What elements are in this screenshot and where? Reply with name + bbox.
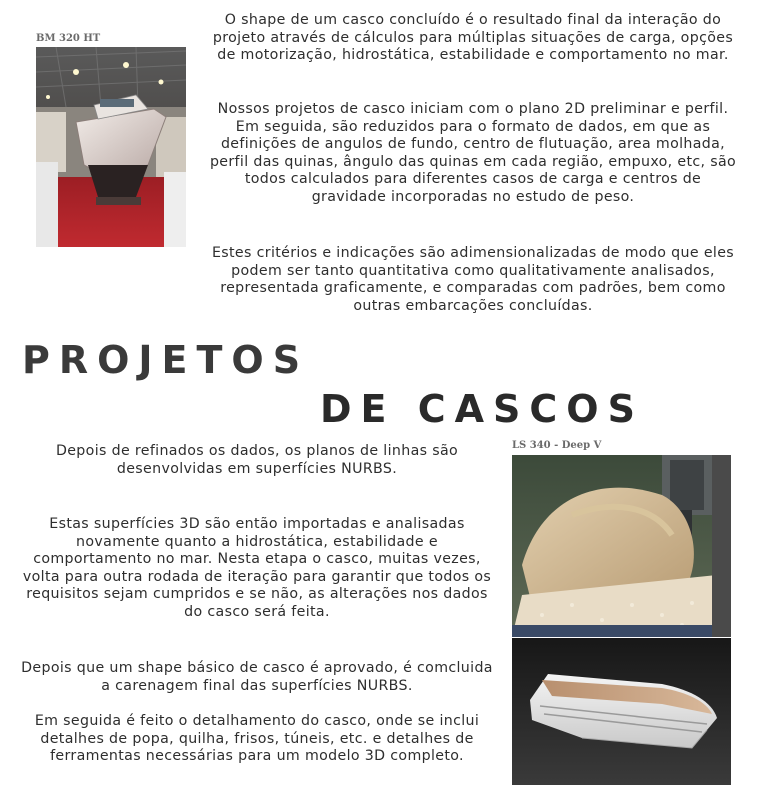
body-paragraph-3: Depois que um shape básico de casco é aprovado, é comcluida a carenagem final das superfícies NURBS. [21, 660, 493, 694]
photo-caption-top: BM 320 HT [36, 33, 101, 44]
body-paragraph-4: Em seguida é feito o detalhamento do casco, onde se inclui detalhes de popa, quilha, frisos, túneis, etc. e detalhes de ferramentas necessárias para um modelo 3D completo. [34, 713, 480, 765]
intro-paragraph-1: O shape de um casco concluído é o resultado final da interação do projeto através de cálculos para múltiplas situações de carga, opções de motorização, hidrostática, estabilidade e comportamento no mar. [212, 12, 734, 64]
body-paragraph-1: Depois de refinados os dados, os planos de linhas são desenvolvidas em superfícies NURBS. [55, 443, 459, 477]
cnc-milling-illustration [512, 455, 731, 637]
cnc-milling-hull-photo [512, 455, 731, 637]
boat-show-illustration [36, 47, 186, 247]
photo-caption-middle: LS 340 - Deep V [512, 440, 602, 451]
title-line-1: PROJETOS [22, 338, 310, 382]
intro-paragraph-3: Estes critérios e indicações são adimensionalizadas de modo que eles podem ser tanto quantitativa como qualitativamente analisados, representada graficamente, e comparadas com padrões, bem como outras embarcações concluídas. [211, 245, 735, 314]
body-paragraph-2: Estas superfícies 3D são então importadas e analisadas novamente quanto a hidrostática, estabilidade e comportamento no mar. Nesta etapa o casco, muitas vezes, volta para outra rodada de iteração para garantir que todos os requisitos sejam cumpridos e se não, as alterações nos dados do casco será feita. [22, 516, 492, 620]
3d-hull-render [512, 638, 731, 785]
intro-paragraph-2: Nossos projetos de casco iniciam com o plano 2D preliminar e perfil. Em seguida, são reduzidos para o formato de dados, em que as definições de angulos de fundo, centro de flutuação, area molhada, perfil das quinas, ângulo das quinas em cada região, empuxo, etc, são todos calculados para diferentes casos de carga e centros de gravidade incorporadas no estudo de peso. [209, 101, 737, 205]
boat-on-display-photo [36, 47, 186, 247]
title-line-2: DE CASCOS [320, 387, 644, 431]
hull-render-illustration [512, 638, 731, 785]
